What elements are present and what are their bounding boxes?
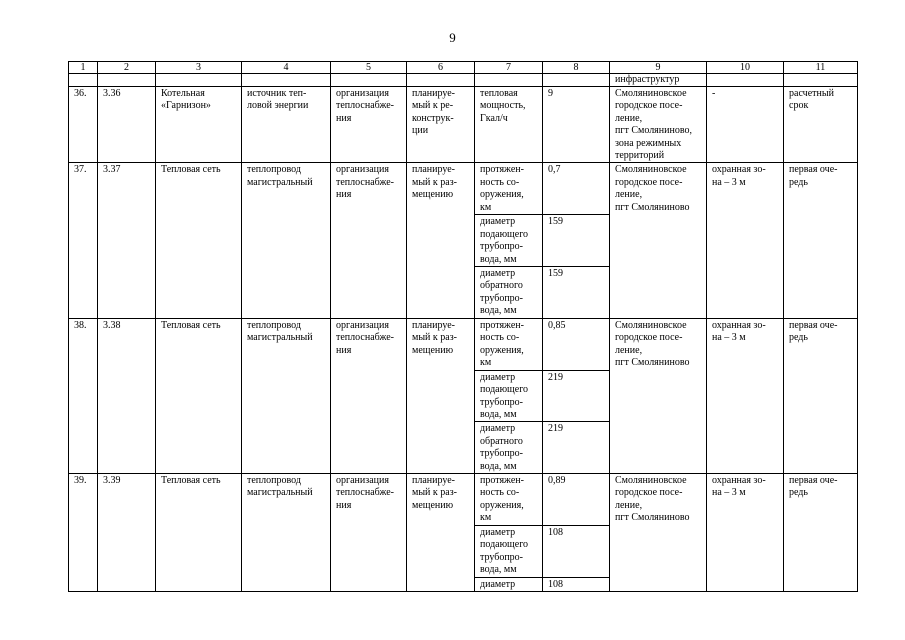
column-header: 9 <box>610 62 707 74</box>
continued-location-cell: инфраструктур <box>610 74 707 87</box>
column-header: 1 <box>69 62 98 74</box>
zone-cell: - <box>707 87 784 163</box>
param-value-cell: 108 <box>543 525 610 577</box>
param-label-cell: тепловая мощность, Гкал/ч <box>475 87 543 163</box>
param-label-cell: диаметр подающего трубопро- вода, мм <box>475 215 543 267</box>
name-cell: Тепловая сеть <box>156 318 242 473</box>
param-value-cell: 159 <box>543 267 610 319</box>
table-row <box>69 87 858 163</box>
param-value-cell: 0,85 <box>543 318 610 370</box>
param-label-cell: диаметр обратного трубопро- вода, мм <box>475 267 543 319</box>
continued-row <box>69 74 858 87</box>
cell <box>407 74 475 87</box>
cell <box>543 74 610 87</box>
name-cell: Тепловая сеть <box>156 163 242 318</box>
param-label-cell: диаметр <box>475 577 543 591</box>
cell <box>707 74 784 87</box>
column-header: 6 <box>407 62 475 74</box>
term-cell: первая оче- редь <box>784 163 858 318</box>
zone-cell: охранная зо- на – 3 м <box>707 473 784 591</box>
page-number: 9 <box>449 30 456 45</box>
column-header: 5 <box>331 62 407 74</box>
column-header: 10 <box>707 62 784 74</box>
param-value-cell: 219 <box>543 422 610 474</box>
status-cell: планируе- мый к раз- мещению <box>407 318 475 473</box>
cell <box>156 74 242 87</box>
param-label-cell: диаметр обратного трубопро- вода, мм <box>475 422 543 474</box>
name-cell: Котельная «Гарнизон» <box>156 87 242 163</box>
param-label-cell: диаметр подающего трубопро- вода, мм <box>475 525 543 577</box>
column-header: 3 <box>156 62 242 74</box>
purpose-cell: организация теплоснабже- ния <box>331 163 407 318</box>
type-cell: источник теп- ловой энергии <box>242 87 331 163</box>
objects-table <box>68 61 858 592</box>
purpose-cell: организация теплоснабже- ния <box>331 318 407 473</box>
purpose-cell: организация теплоснабже- ния <box>331 473 407 591</box>
location-cell: Смоляниновское городское посе- ление, пгт Смоляниново, зона режимных территорий <box>610 87 707 163</box>
code-cell: 3.37 <box>98 163 156 318</box>
column-header: 7 <box>475 62 543 74</box>
type-cell: теплопровод магистральный <box>242 163 331 318</box>
column-header: 11 <box>784 62 858 74</box>
type-cell: теплопровод магистральный <box>242 318 331 473</box>
purpose-cell: организация теплоснабже- ния <box>331 87 407 163</box>
param-label-cell: протяжен- ность со- оружения, км <box>475 318 543 370</box>
location-cell: Смоляниновское городское посе- ление, пгт Смоляниново <box>610 163 707 318</box>
term-cell: первая оче- редь <box>784 318 858 473</box>
row-number-cell: 39. <box>69 473 98 591</box>
cell <box>784 74 858 87</box>
cell <box>98 74 156 87</box>
param-label-cell: протяжен- ность со- оружения, км <box>475 473 543 525</box>
status-cell: планируе- мый к ре- конструк- ции <box>407 87 475 163</box>
param-value-cell: 159 <box>543 215 610 267</box>
location-cell: Смоляниновское городское посе- ление, пгт Смоляниново <box>610 473 707 591</box>
param-value-cell: 9 <box>543 87 610 163</box>
zone-cell: охранная зо- на – 3 м <box>707 318 784 473</box>
column-header: 2 <box>98 62 156 74</box>
zone-cell: охранная зо- на – 3 м <box>707 163 784 318</box>
code-cell: 3.36 <box>98 87 156 163</box>
param-value-cell: 0,7 <box>543 163 610 215</box>
param-value-cell: 219 <box>543 370 610 422</box>
location-cell: Смоляниновское городское посе- ление, пгт Смоляниново <box>610 318 707 473</box>
column-header-row <box>69 62 858 74</box>
table-row <box>69 473 858 525</box>
param-label-cell: диаметр подающего трубопро- вода, мм <box>475 370 543 422</box>
table-row <box>69 318 858 370</box>
column-header: 4 <box>242 62 331 74</box>
row-number-cell: 37. <box>69 163 98 318</box>
cell <box>475 74 543 87</box>
param-label-cell: протяжен- ность со- оружения, км <box>475 163 543 215</box>
param-value-cell: 0,89 <box>543 473 610 525</box>
cell <box>69 74 98 87</box>
status-cell: планируе- мый к раз- мещению <box>407 163 475 318</box>
type-cell: теплопровод магистральный <box>242 473 331 591</box>
table-row <box>69 163 858 215</box>
cell <box>242 74 331 87</box>
row-number-cell: 38. <box>69 318 98 473</box>
code-cell: 3.38 <box>98 318 156 473</box>
row-number-cell: 36. <box>69 87 98 163</box>
cell <box>331 74 407 87</box>
term-cell: первая оче- редь <box>784 473 858 591</box>
column-header: 8 <box>543 62 610 74</box>
status-cell: планируе- мый к раз- мещению <box>407 473 475 591</box>
name-cell: Тепловая сеть <box>156 473 242 591</box>
param-value-cell: 108 <box>543 577 610 591</box>
term-cell: расчетный срок <box>784 87 858 163</box>
code-cell: 3.39 <box>98 473 156 591</box>
